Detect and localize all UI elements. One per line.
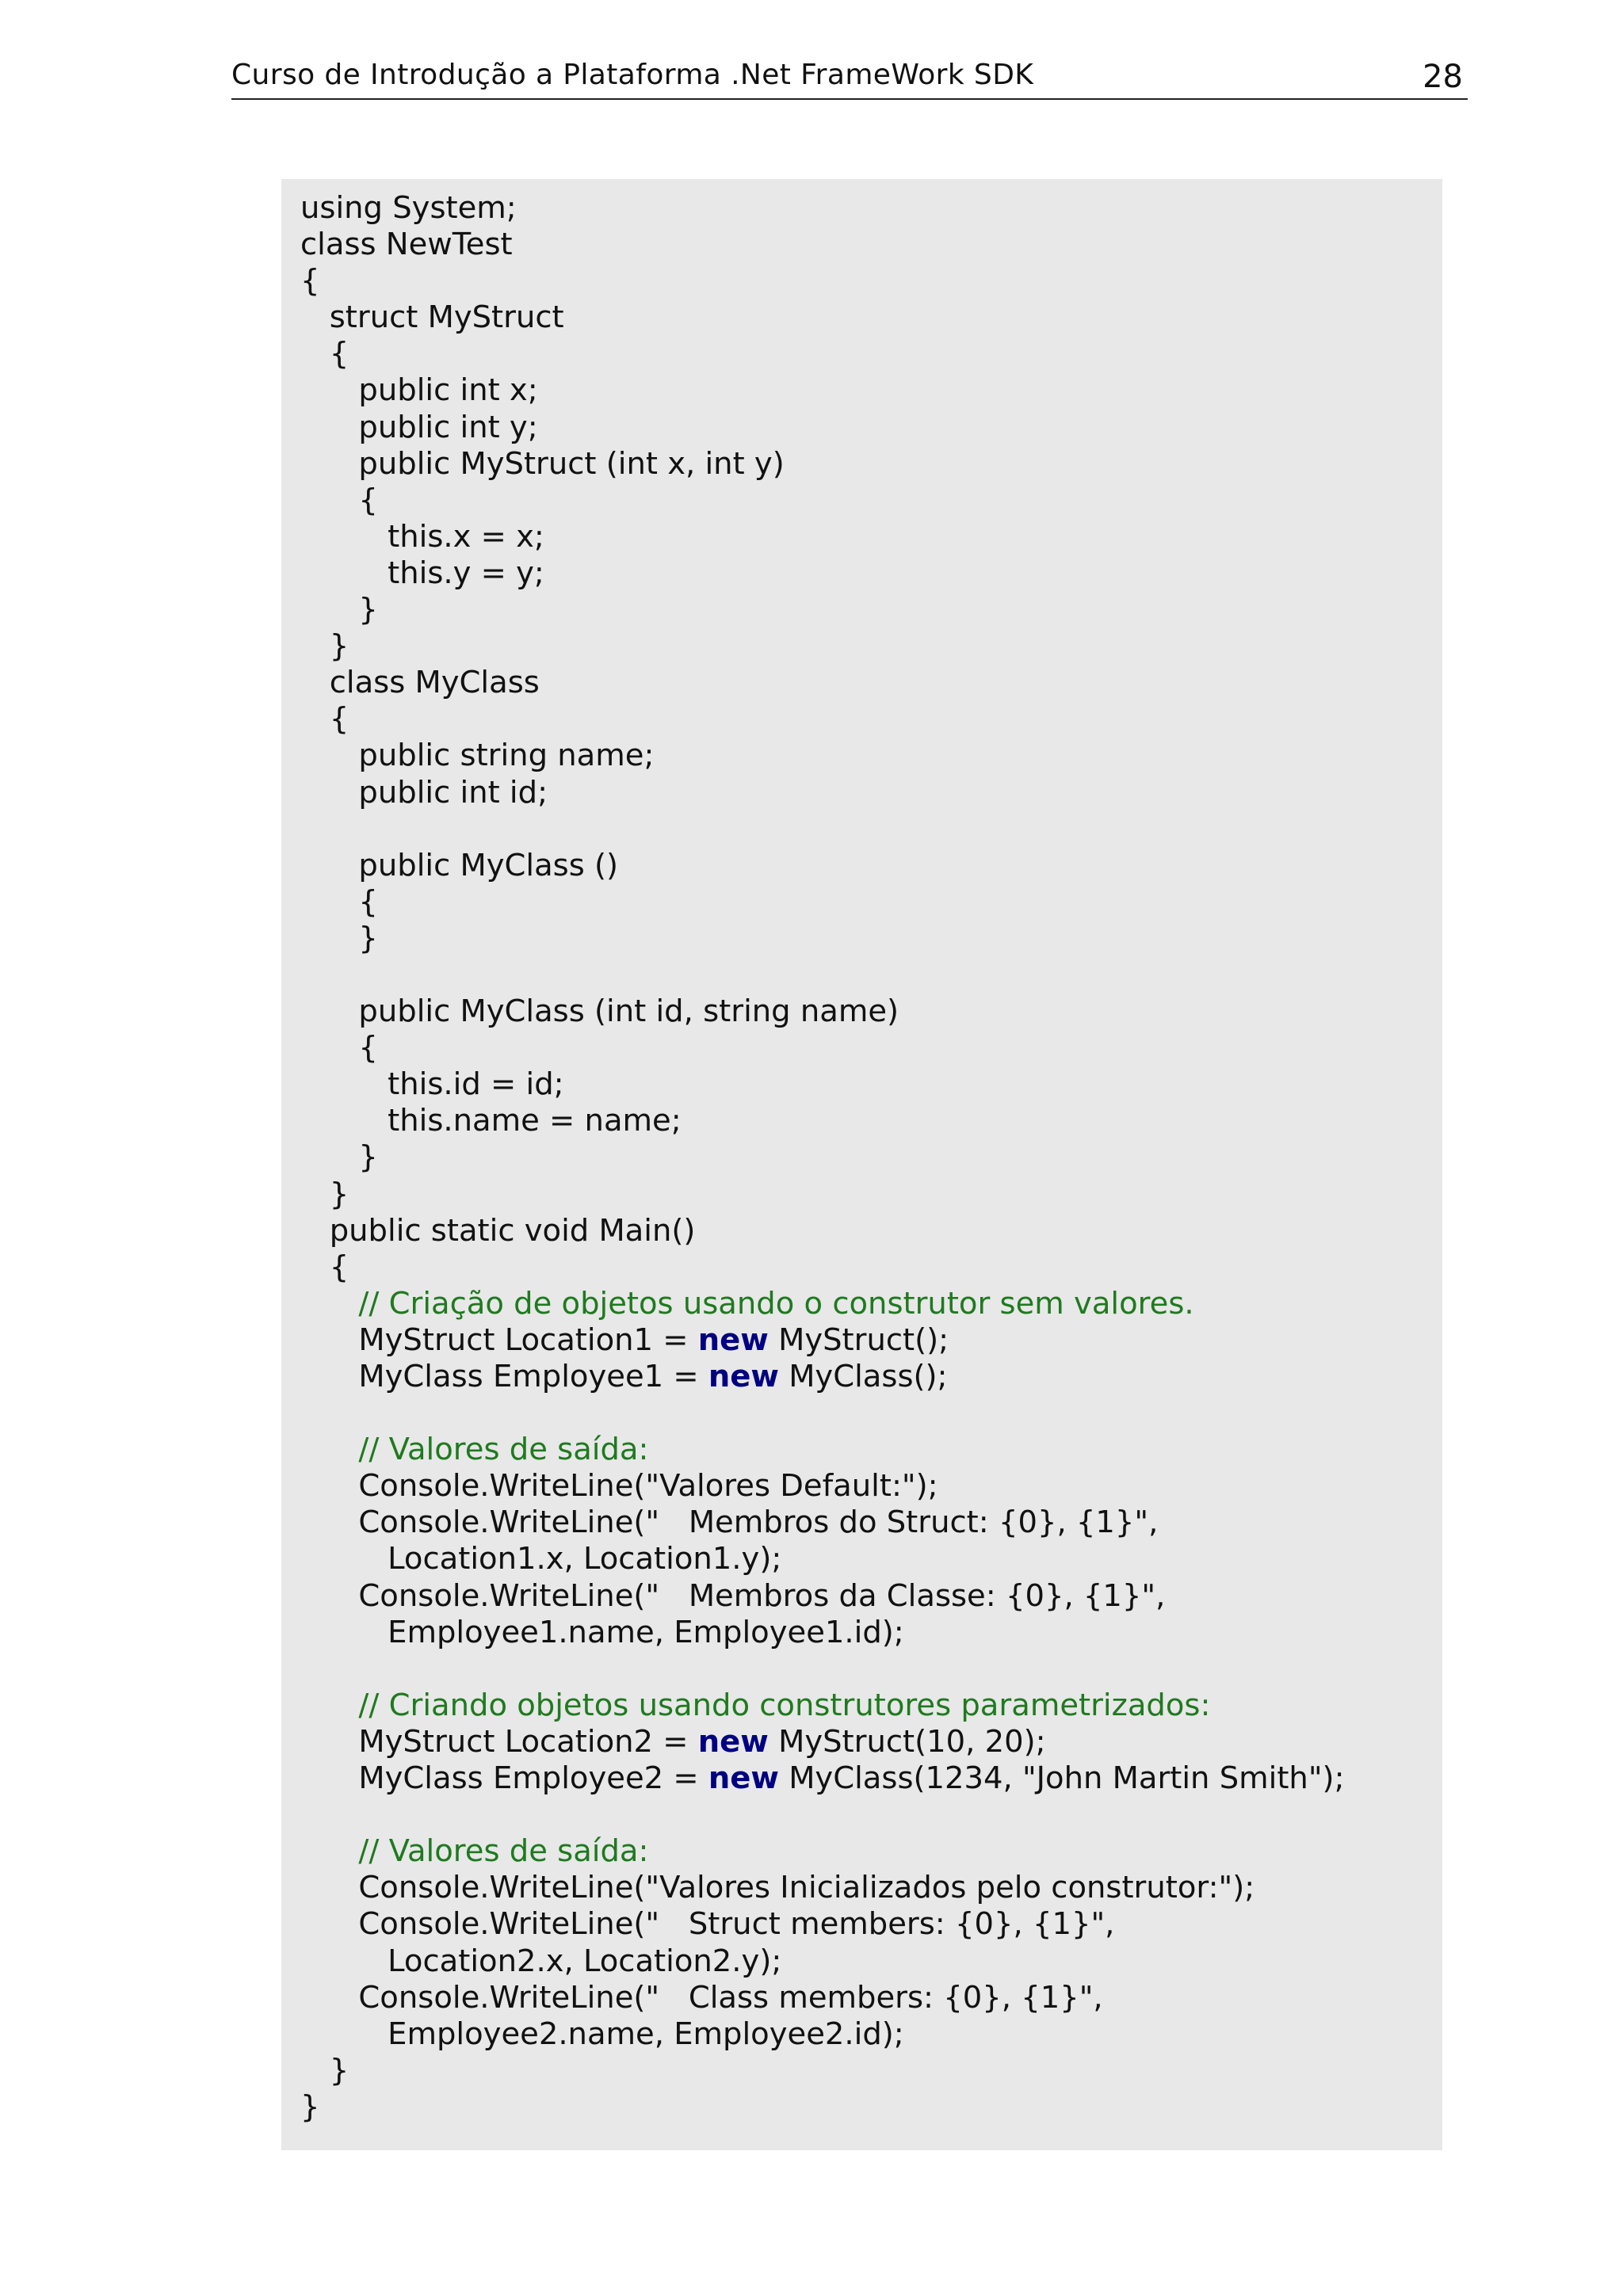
code-text: MyStruct Location2 =	[300, 1723, 698, 1760]
page-header	[231, 54, 1468, 100]
code-keyword: new	[708, 1760, 779, 1797]
code-line	[300, 1468, 1345, 1505]
code-text: public MyStruct (int x, int y)	[300, 445, 785, 482]
code-line	[300, 519, 1345, 555]
code-blank-line	[300, 1797, 1345, 1833]
code-line	[300, 1177, 1345, 1213]
code-text: }	[300, 920, 378, 956]
code-text: }	[300, 1139, 378, 1176]
code-text: Console.WriteLine(" Class members: {0}, {1}",	[300, 1979, 1103, 2016]
code-line	[300, 2053, 1345, 2089]
code-line	[300, 1615, 1345, 1651]
code-text: public MyClass ()	[300, 847, 619, 883]
code-line	[300, 1906, 1345, 1943]
code-text: Employee2.name, Employee2.id);	[300, 2016, 904, 2052]
code-text: {	[300, 482, 378, 518]
code-text: public string name;	[300, 738, 655, 774]
code-line	[300, 1249, 1345, 1286]
code-line	[300, 2089, 1345, 2126]
code-keyword: new	[708, 1359, 779, 1394]
code-line	[300, 1870, 1345, 1906]
code-text: struct MyStruct	[300, 299, 564, 336]
code-line	[300, 1213, 1345, 1249]
code-text: MyClass Employee2 =	[300, 1760, 708, 1797]
code-text: public int y;	[300, 409, 538, 445]
code-text: Console.WriteLine(" Struct members: {0}, {1}",	[300, 1906, 1115, 1943]
page-number: 28	[1423, 59, 1463, 95]
code-text: }	[300, 2088, 320, 2125]
code-text: public int id;	[300, 774, 548, 810]
code-text: this.name = name;	[300, 1103, 682, 1139]
code-text: MyStruct();	[768, 1322, 949, 1358]
code-text: class NewTest	[300, 227, 513, 263]
code-text: MyStruct Location1 =	[300, 1322, 698, 1358]
code-text: public int x;	[300, 372, 538, 409]
code-text: this.y = y;	[300, 555, 544, 591]
code-text: public MyClass (int id, string name)	[300, 994, 899, 1030]
code-text: this.x = x;	[300, 518, 544, 555]
code-line	[300, 1833, 1345, 1870]
code-text: }	[300, 1176, 349, 1212]
code-text: public static void Main()	[300, 1212, 696, 1249]
code-line	[300, 372, 1345, 409]
code-keyword: new	[697, 1322, 769, 1358]
code-text: Console.WriteLine(" Membros da Classe: {0}, {1}",	[300, 1577, 1166, 1614]
code-line	[300, 1688, 1345, 1724]
code-blank-line	[300, 1395, 1345, 1432]
code-comment: // Criando objetos usando construtores parametrizados:	[300, 1687, 1211, 1723]
code-line	[300, 1359, 1345, 1395]
code-text: Console.WriteLine("Valores Inicializados pelo construtor:");	[300, 1870, 1255, 1906]
code-text: Location2.x, Location2.y);	[300, 1943, 782, 1979]
code-block	[300, 190, 1345, 2126]
code-line	[300, 1980, 1345, 2016]
code-listing	[281, 179, 1442, 2150]
code-blank-line	[300, 957, 1345, 994]
code-line	[300, 848, 1345, 884]
code-line	[300, 1103, 1345, 1139]
code-text: MyClass(1234, "John Martin Smith");	[778, 1760, 1345, 1797]
code-line	[300, 884, 1345, 921]
code-line	[300, 1943, 1345, 1980]
code-text: Employee1.name, Employee1.id);	[300, 1614, 904, 1650]
code-text: this.id = id;	[300, 1066, 564, 1103]
code-text: {	[300, 1030, 378, 1066]
code-line	[300, 336, 1345, 372]
code-line	[300, 775, 1345, 811]
code-blank-line	[300, 1651, 1345, 1688]
code-line	[300, 1286, 1345, 1322]
code-line	[300, 1505, 1345, 1541]
code-line	[300, 482, 1345, 519]
code-text: Console.WriteLine("Valores Default:");	[300, 1468, 938, 1505]
code-line	[300, 410, 1345, 446]
code-text: class MyClass	[300, 665, 540, 701]
code-keyword: new	[697, 1723, 769, 1760]
code-line	[300, 738, 1345, 774]
code-blank-line	[300, 811, 1345, 848]
code-text: {	[300, 263, 320, 299]
code-text: MyStruct(10, 20);	[768, 1723, 1046, 1760]
code-text: MyClass();	[778, 1359, 948, 1394]
code-text: }	[300, 592, 378, 628]
code-line	[300, 1541, 1345, 1577]
code-text: {	[300, 883, 378, 920]
code-text: Console.WriteLine(" Membros do Struct: {0}, {1}",	[300, 1505, 1159, 1541]
code-text: }	[300, 2052, 349, 2088]
code-line	[300, 2016, 1345, 2053]
code-text: using System;	[300, 190, 517, 226]
code-text: {	[300, 336, 349, 372]
code-line	[300, 701, 1345, 738]
code-line	[300, 1760, 1345, 1797]
code-comment: // Valores de saída:	[300, 1432, 649, 1468]
code-line	[300, 190, 1345, 227]
code-line	[300, 665, 1345, 701]
code-line	[300, 1322, 1345, 1359]
code-comment: // Criação de objetos usando o construtor sem valores.	[300, 1285, 1194, 1322]
code-text: MyClass Employee1 =	[300, 1359, 708, 1394]
code-text: {	[300, 1249, 349, 1285]
code-line	[300, 1432, 1345, 1468]
header-title: Curso de Introdução a Plataforma .Net FrameWork SDK	[231, 59, 1034, 91]
code-comment: // Valores de saída:	[300, 1833, 649, 1870]
code-line	[300, 1030, 1345, 1066]
code-line	[300, 1139, 1345, 1176]
code-line	[300, 446, 1345, 482]
code-line	[300, 592, 1345, 628]
code-text: Location1.x, Location1.y);	[300, 1541, 782, 1577]
code-line	[300, 1066, 1345, 1103]
code-line	[300, 263, 1345, 299]
code-line	[300, 555, 1345, 592]
code-line	[300, 921, 1345, 957]
code-line	[300, 299, 1345, 336]
code-line	[300, 227, 1345, 263]
code-line	[300, 1724, 1345, 1760]
code-line	[300, 628, 1345, 665]
code-line	[300, 994, 1345, 1030]
code-line	[300, 1578, 1345, 1615]
code-text: {	[300, 701, 349, 738]
code-text: }	[300, 628, 349, 665]
